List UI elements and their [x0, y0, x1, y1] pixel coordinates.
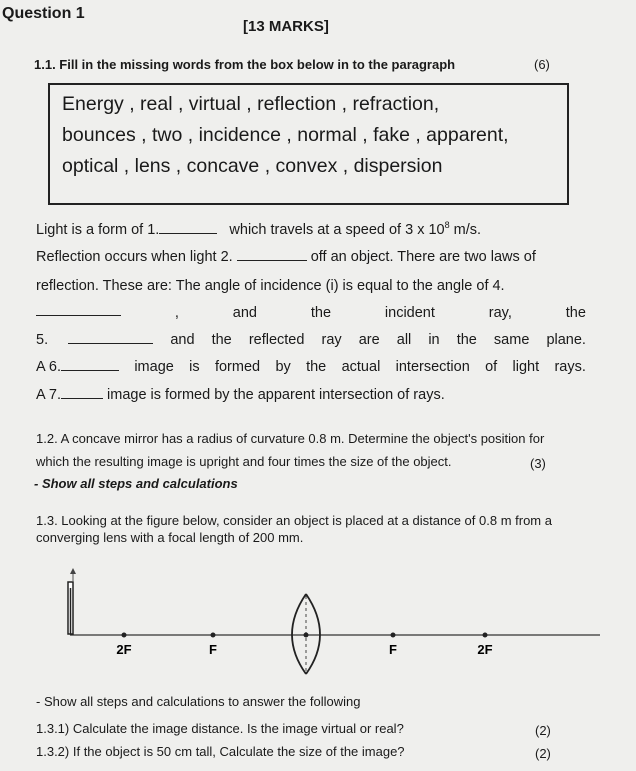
para-l7-end: image is formed by the apparent intersection of rays.	[107, 387, 445, 403]
para-word: ray,	[488, 305, 512, 321]
q1-3-line-1: 1.3. Looking at the figure below, consider an object is placed at a distance of 0.8 m from a	[36, 513, 552, 528]
para-word: intersection	[395, 359, 470, 375]
para-word: incident	[384, 305, 435, 321]
blank-1[interactable]	[159, 223, 217, 234]
point-f-right	[391, 633, 396, 638]
para-word: the	[306, 359, 327, 375]
paragraph-line-5	[36, 332, 586, 348]
paragraph-line-2	[36, 249, 536, 265]
paragraph-line-1	[36, 220, 481, 238]
blank-2[interactable]	[237, 250, 307, 261]
q1-2-line-1: 1.2. A concave mirror has a radius of curvature 0.8 m. Determine the object's position for	[36, 431, 545, 446]
point-2f-left	[122, 633, 127, 638]
para-word: rays.	[554, 359, 586, 375]
para-l1-end: m/s.	[449, 221, 482, 238]
lens-diagram	[0, 560, 636, 680]
para-word: the	[211, 332, 232, 348]
label-2f-right: 2F	[477, 642, 493, 657]
q1-3-line-2: converging lens with a focal length of 200 mm.	[36, 530, 304, 545]
para-l2-start: Reflection occurs when light 2.	[36, 249, 233, 265]
q1-3-1: 1.3.1) Calculate the image distance. Is the image virtual or real?	[36, 721, 404, 736]
q1-1-instruction: 1.1. Fill in the missing words from the box below in to the paragraph	[34, 57, 456, 72]
word-box-line-1: Energy , real , virtual , reflection , refraction,	[62, 93, 440, 115]
label-2f-left: 2F	[116, 642, 132, 657]
para-word: the	[310, 305, 332, 321]
para-l5-number: 5.	[36, 332, 49, 348]
blank-4[interactable]	[36, 305, 121, 316]
para-word: are	[358, 332, 380, 348]
para-word: the	[456, 332, 477, 348]
label-f-left: F	[209, 642, 217, 657]
point-f-left	[211, 633, 216, 638]
para-word: all	[396, 332, 412, 348]
object-arrow	[68, 568, 76, 634]
para-word: ,	[174, 305, 179, 321]
para-l2-end: off an object. There are two laws of	[310, 249, 536, 265]
question-title: Question 1	[2, 5, 85, 22]
q1-2-marks: (3)	[530, 456, 546, 471]
blank-5[interactable]	[68, 333, 153, 344]
paragraph-line-4	[36, 305, 586, 321]
word-box-line-2: bounces , two , incidence , normal , fake , apparent,	[62, 124, 509, 146]
q1-2-line-2: which the resulting image is upright and four times the size of the object.	[36, 454, 452, 469]
word-box-line-3: optical , lens , concave , convex , dispersion	[62, 155, 443, 177]
para-word: formed	[214, 359, 261, 375]
para-word: light	[512, 359, 540, 375]
para-word: and	[170, 332, 195, 348]
paragraph-line-3: reflection. These are: The angle of incidence (i) is equal to the angle of 4.	[36, 278, 505, 294]
para-word: plane.	[546, 332, 586, 348]
para-word: in	[428, 332, 440, 348]
lens-center	[304, 633, 309, 638]
para-word: image	[134, 359, 174, 375]
q1-2-note: - Show all steps and calculations	[34, 476, 238, 491]
q1-3-2: 1.3.2) If the object is 50 cm tall, Calculate the size of the image?	[36, 744, 405, 759]
para-word: the	[565, 305, 586, 321]
para-l6-number: A 6.	[36, 359, 61, 375]
para-l7-number: A 7.	[36, 387, 61, 403]
paragraph-line-6	[36, 359, 586, 375]
para-word: and	[232, 305, 257, 321]
q1-3-instruction: - Show all steps and calculations to answer the following	[36, 694, 361, 709]
blank-6[interactable]	[61, 360, 119, 371]
speed-exponent: 8	[444, 220, 450, 230]
para-word: ray	[321, 332, 342, 348]
point-2f-right	[483, 633, 488, 638]
para-l1-mid: which travels at a speed of 3 x 10	[229, 221, 445, 238]
para-word: is	[189, 359, 200, 375]
para-word: reflected	[248, 332, 305, 348]
para-word: of	[485, 359, 498, 375]
label-f-right: F	[389, 642, 397, 657]
q1-1-marks: (6)	[534, 57, 550, 72]
para-word: same	[493, 332, 530, 348]
total-marks: [13 MARKS]	[243, 18, 329, 35]
q1-3-1-marks: (2)	[535, 723, 551, 738]
blank-7[interactable]	[61, 388, 103, 399]
q1-3-2-marks: (2)	[535, 746, 551, 761]
para-word: by	[275, 359, 291, 375]
para-word: actual	[341, 359, 381, 375]
paragraph-line-7	[36, 387, 445, 403]
para-l1-start: Light is a form of 1.	[36, 221, 160, 238]
